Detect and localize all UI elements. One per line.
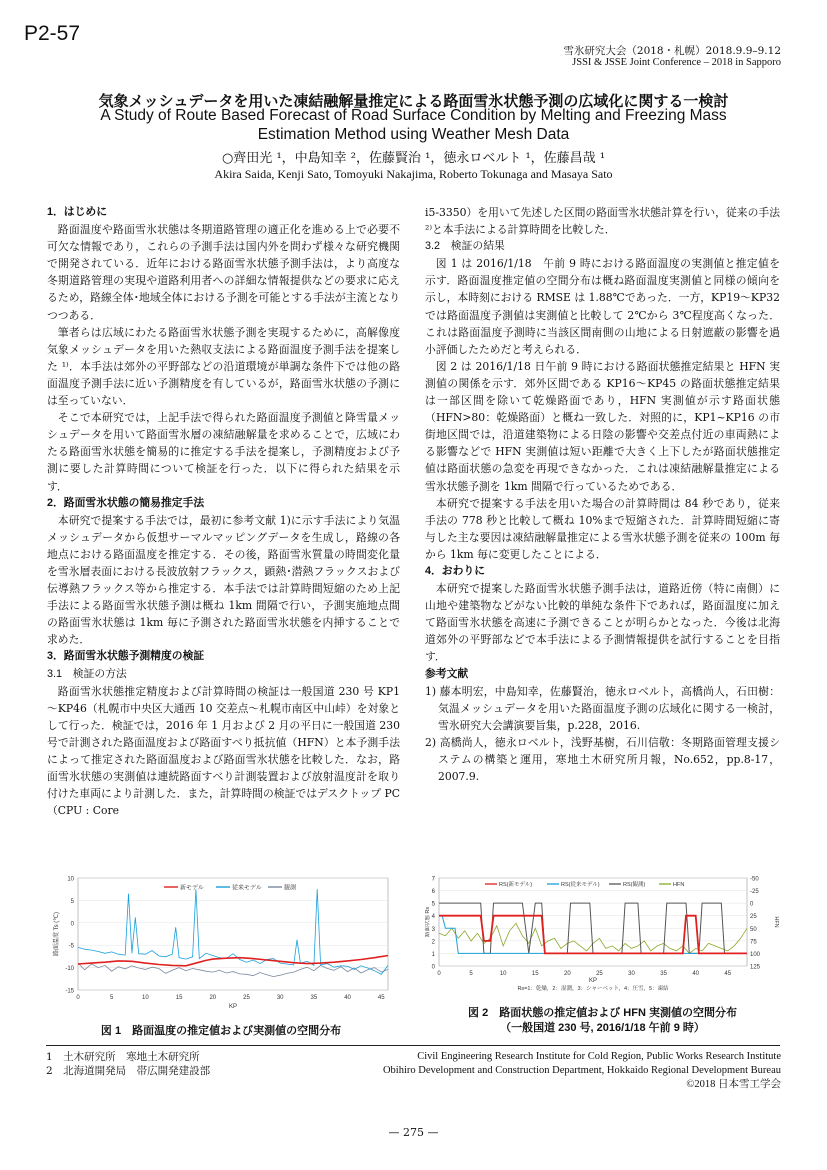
- subsection-heading: 3.2 検証の結果: [425, 240, 505, 253]
- y-tick-label: -5: [68, 943, 74, 950]
- legend-label: 従来モデル: [232, 885, 262, 892]
- figure1-caption: 図 1 路面温度の推定値および実測値の空間分布: [100, 1025, 342, 1037]
- y-tick-label: 5: [70, 898, 74, 905]
- x-tick-label: 20: [563, 971, 571, 977]
- x-axis-label: KP: [588, 978, 598, 984]
- section-heading: 2．路面雪氷状態の簡易推定手法: [47, 496, 205, 509]
- x-tick-label: 20: [209, 995, 217, 1001]
- series-line-0: [78, 956, 388, 966]
- plot-area: [78, 878, 388, 990]
- y2-axis-label: HFN: [773, 916, 779, 928]
- authors-jp: ○齊田光 ¹，中島知幸 ²，佐藤賢治 ¹，徳永ロベルト ¹，佐藤昌哉 ¹: [221, 151, 606, 166]
- figure2-chart: [425, 870, 780, 1000]
- y-tick-label: 0: [431, 964, 435, 971]
- x-tick-label: 45: [377, 995, 385, 1001]
- y2-tick-label: 25: [750, 914, 757, 921]
- y2-tick-label: 50: [750, 926, 757, 933]
- title-en-line1: A Study of Route Based Forecast of Road Surface Condition by Melting and Freezing Mass: [100, 107, 727, 124]
- y2-tick-label: -25: [750, 889, 759, 896]
- y2-tick-label: 75: [750, 939, 757, 946]
- conference-jp: 雪氷研究大会（2018・札幌）2018.9.9–9.12: [563, 45, 781, 57]
- legend-label: RS(従来モデル): [561, 882, 600, 889]
- y-tick-label: 4: [431, 914, 435, 921]
- title-en-line2: Estimation Method using Weather Mesh Data: [257, 126, 570, 143]
- y-tick-label: 6: [431, 889, 435, 896]
- right-column: [425, 204, 780, 785]
- figure2-caption-line2: （一般国道 230 号, 2016/1/18 午前 9 時）: [500, 1022, 705, 1034]
- reference-item: 1) 藤本明宏，中島知幸，佐藤賢治，徳永ロベルト，高橋尚人，石田樹：気温メッシュデータを用いた路面温度予測の広域化に関する一検討，雪氷研究大会講演要旨集，p.228，2016.: [425, 684, 780, 732]
- y-tick-label: -10: [65, 966, 74, 973]
- conference-en: JSSI & JSSE Joint Conference – 2018 in Sapporo: [572, 57, 781, 68]
- y-tick-label: 2: [431, 939, 435, 946]
- x-tick-label: 10: [142, 995, 149, 1001]
- x-tick-label: 30: [628, 971, 635, 977]
- legend-label: RS(観測): [623, 882, 646, 889]
- y2-tick-label: -50: [750, 876, 759, 883]
- legend-note: Rs=1：乾燥，2：湿潤，3：シャーベット，4：圧雪，5：凍結: [517, 986, 669, 992]
- x-tick-label: 35: [310, 995, 318, 1001]
- x-tick-label: 10: [499, 971, 507, 977]
- paper-id: P2-57: [24, 22, 81, 45]
- affiliation-2-en: Obihiro Development and Construction Department, Hokkaido Regional Development Bureau: [382, 1065, 781, 1076]
- affiliations-en: [383, 1050, 781, 1092]
- body-paragraph: 本研究で提案する手法では，最初に参考文献 1)に示す手法により気温メッシュデータから仮想サーマルマッピングデータを生成し，路線の各地点における路面温度を推定する．その後，路面雪氷質量の時間変化量を雪氷層表面における長波放射フラックス，顕熱･潜熱フラックスおよび伝導熱フラックス等から推定する．本手法では計算時間短縮のため上記手法による路面雪氷状態予測は概ね 1km 間隔で行い，予測実施地点間の路面雪氷状態は 1km 毎に予測された路面雪氷状態を内挿することで求めた．: [47, 513, 400, 647]
- x-tick-label: 25: [243, 995, 250, 1001]
- affiliation-1-jp: 1 土木研究所 寒地土木研究所: [46, 1051, 200, 1063]
- x-tick-label: 25: [596, 971, 603, 977]
- section-heading: 3．路面雪氷状態予測精度の検証: [47, 650, 205, 663]
- body-paragraph: そこで本研究では，上記手法で得られた路面温度予測値と降雪量メッシュデータを用いて路面雪氷層の凍結融解量を求めることで，広域にわたる路面雪氷状態を簡易的に推定する手法を提案し，予測精度および予測に要した計算時間について検証を行った．以下に得られた結果を示す．: [47, 411, 400, 493]
- y-tick-label: 10: [67, 876, 74, 883]
- y-tick-label: 1: [431, 951, 435, 958]
- y-axis-label: 路面温度 Ts (℃): [54, 911, 60, 957]
- figure1-chart: [46, 870, 396, 1020]
- body-paragraph: 図 2 は 2016/1/18 日午前 9 時における路面状態推定結果と HFN 実測値の関係を示す．郊外区間である KP16～KP45 の路面状態推定結果は一部区間を除いて乾燥路面であり，HFN 実測値が示す路面状態（HFN>80：乾燥路面）と概ね一致した．対照的に，KP1~KP16 の市街地区間では，沿道建築物による日陰の影響や交差点付近の車両熱による影響などで HFN 実測値は短い距離で大きく上下したが路面状態推定値は路面状態の急変を再現できなかった．これは凍結融解量推定による雪氷状態予測を 1km 間隔で行っているためである．: [425, 359, 780, 493]
- y2-tick-label: 125: [750, 964, 761, 971]
- y-tick-label: 3: [431, 926, 435, 933]
- authors-en: Akira Saida, Kenji Sato, Tomoyuki Nakajima, Roberto Tokunaga and Masaya Sato: [214, 167, 613, 181]
- section-heading: 参考文献: [425, 667, 469, 680]
- body-paragraph: 路面雪氷状態推定精度および計算時間の検証は一般国道 230 号 KP1～KP46（札幌市中央区大通西 10 交差点～札幌市南区中山峠）を対象として行った．検証では，2016 年 1 月および 2 月の平日に一般国道 230 号で計測された路面温度および路面すべり抵抗値（HFN）と本予測手法によって推定された路面温度および路面雪氷状態を比較した．なお，路面雪氷状態の実測値は連続路面すべり計測装置および放射温度計を取り付けた車両により計測した．また，計算時間の検証ではデスクトップ PC（CPU : Core: [47, 684, 400, 818]
- x-tick-label: 40: [692, 971, 700, 977]
- x-tick-label: 30: [276, 995, 284, 1001]
- y-tick-label: 7: [431, 876, 435, 883]
- x-tick-label: 5: [110, 995, 114, 1001]
- y2-tick-label: 0: [750, 901, 754, 908]
- footer-rule: [46, 1045, 780, 1046]
- y-tick-label: -15: [65, 988, 74, 995]
- x-tick-label: 0: [437, 971, 441, 977]
- legend-label: 新モデル: [180, 885, 204, 892]
- y2-tick-label: 100: [750, 951, 761, 958]
- section-heading: 4．おわりに: [425, 564, 485, 577]
- copyright: ©2018 日本雪工学会: [686, 1079, 781, 1090]
- body-paragraph: 本研究で提案する手法を用いた場合の計算時間は 84 秒であり，従来手法の 778 秒と比較して概ね 10%まで短縮された．計算時間短縮に寄与した主な要因は凍結融解量推定による雪氷状態予測を従来の 100m 毎から 1km 毎に変更したことによる．: [425, 496, 780, 561]
- section-heading: 1．はじめに: [47, 206, 107, 218]
- body-paragraph: 筆者らは広域にわたる路面雪氷状態予測を実現するために，高解像度気象メッシュデータを用いた熱収支法による路面温度予測手法を提案した ¹⁾．本手法は郊外の平野部などの沿道環境が単調な条件下では他の路面温度予測手法に近い予測精度を有しているが，路面雪氷状態の予測には至っていない．: [47, 325, 400, 408]
- x-tick-label: 40: [344, 995, 351, 1001]
- affiliation-1-en: Civil Engineering Research Institute for Cold Region, Public Works Research Institute: [417, 1051, 781, 1062]
- legend-label: RS(新モデル): [499, 882, 533, 889]
- x-tick-label: 0: [76, 995, 80, 1001]
- body-paragraph: 本研究で提案した路面雪氷状態予測手法は，道路近傍（特に南側）に山地や建築物などがない比較的単純な条件下であれば，路面温度に加えて路面雪氷状態を高速に予測できることが明らかとなった．今後は北海道郊外の平野部などで本手法による予測情報提供を試行することを目指す．: [425, 582, 780, 664]
- body-paragraph: 路面温度や路面雪氷状態は冬期道路管理の適正化を進める上で必要不可欠な情報であり，これらの予測手法は国内外を問わず様々な研究機関で開発されている．近年における路面雪氷状態予測手法は，より高度な冬期道路管理の実現や道路利用者への詳細な情報提供などの要求に応えるため，路線全体･地域全体における予測を可能とする手法が主流となりつつある．: [47, 223, 400, 322]
- affiliations-jp: [46, 1050, 210, 1078]
- x-axis-label: KP: [228, 1004, 238, 1010]
- left-column: [47, 204, 400, 819]
- x-tick-label: 15: [531, 971, 539, 977]
- y-tick-label: 5: [431, 901, 435, 908]
- y-tick-label: 0: [70, 921, 74, 928]
- legend-label: HFN: [673, 882, 685, 889]
- legend-label: 観測: [284, 885, 297, 892]
- title-jp: 気象メッシュデータを用いた凍結融解量推定による路面雪氷状態予測の広域化に関する一検討: [98, 93, 729, 110]
- page-number: — 275 —: [388, 1126, 439, 1139]
- reference-item: 2) 高橋尚人，徳永ロベルト，浅野基樹，石川信敬：冬期路面管理支援システムの構築と運用，寒地土木研究所月報，No.652，pp.8-17，2007.9.: [425, 735, 780, 784]
- affiliation-2-jp: 2 北海道開発局 帯広開発建設部: [46, 1065, 211, 1077]
- x-tick-label: 45: [724, 971, 732, 977]
- body-paragraph: i5-3350）を用いて先述した区間の路面雪氷状態計算を行い，従来の手法 ²⁾と本手法による計算時間を比較した．: [425, 206, 780, 237]
- body-paragraph: 図 1 は 2016/1/18 午前 9 時における路面温度の実測値と推定値を示す．路面温度推定値の空間分布は概ね路面温度実測値と同様の傾向を示し，本時刻における RMSE は 1.88℃であった．一方，KP19～KP32 では路面温度予測値は実測値と比較して 2℃から 3℃程度高くなった．これは路面温度予測時に当該区間南側の山地による日射遮蔽の影響を過小評価したためだと考えられる．: [425, 257, 780, 356]
- subsection-heading: 3.1 検証の方法: [47, 667, 127, 680]
- series-line-2: [78, 963, 388, 977]
- figure2-caption-line1: 図 2 路面状態の推定値および HFN 実測値の空間分布: [468, 1007, 737, 1019]
- y-axis-label: 路面状態 Rs: [425, 906, 431, 938]
- x-tick-label: 35: [660, 971, 667, 977]
- x-tick-label: 15: [175, 995, 183, 1001]
- x-tick-label: 5: [469, 971, 473, 977]
